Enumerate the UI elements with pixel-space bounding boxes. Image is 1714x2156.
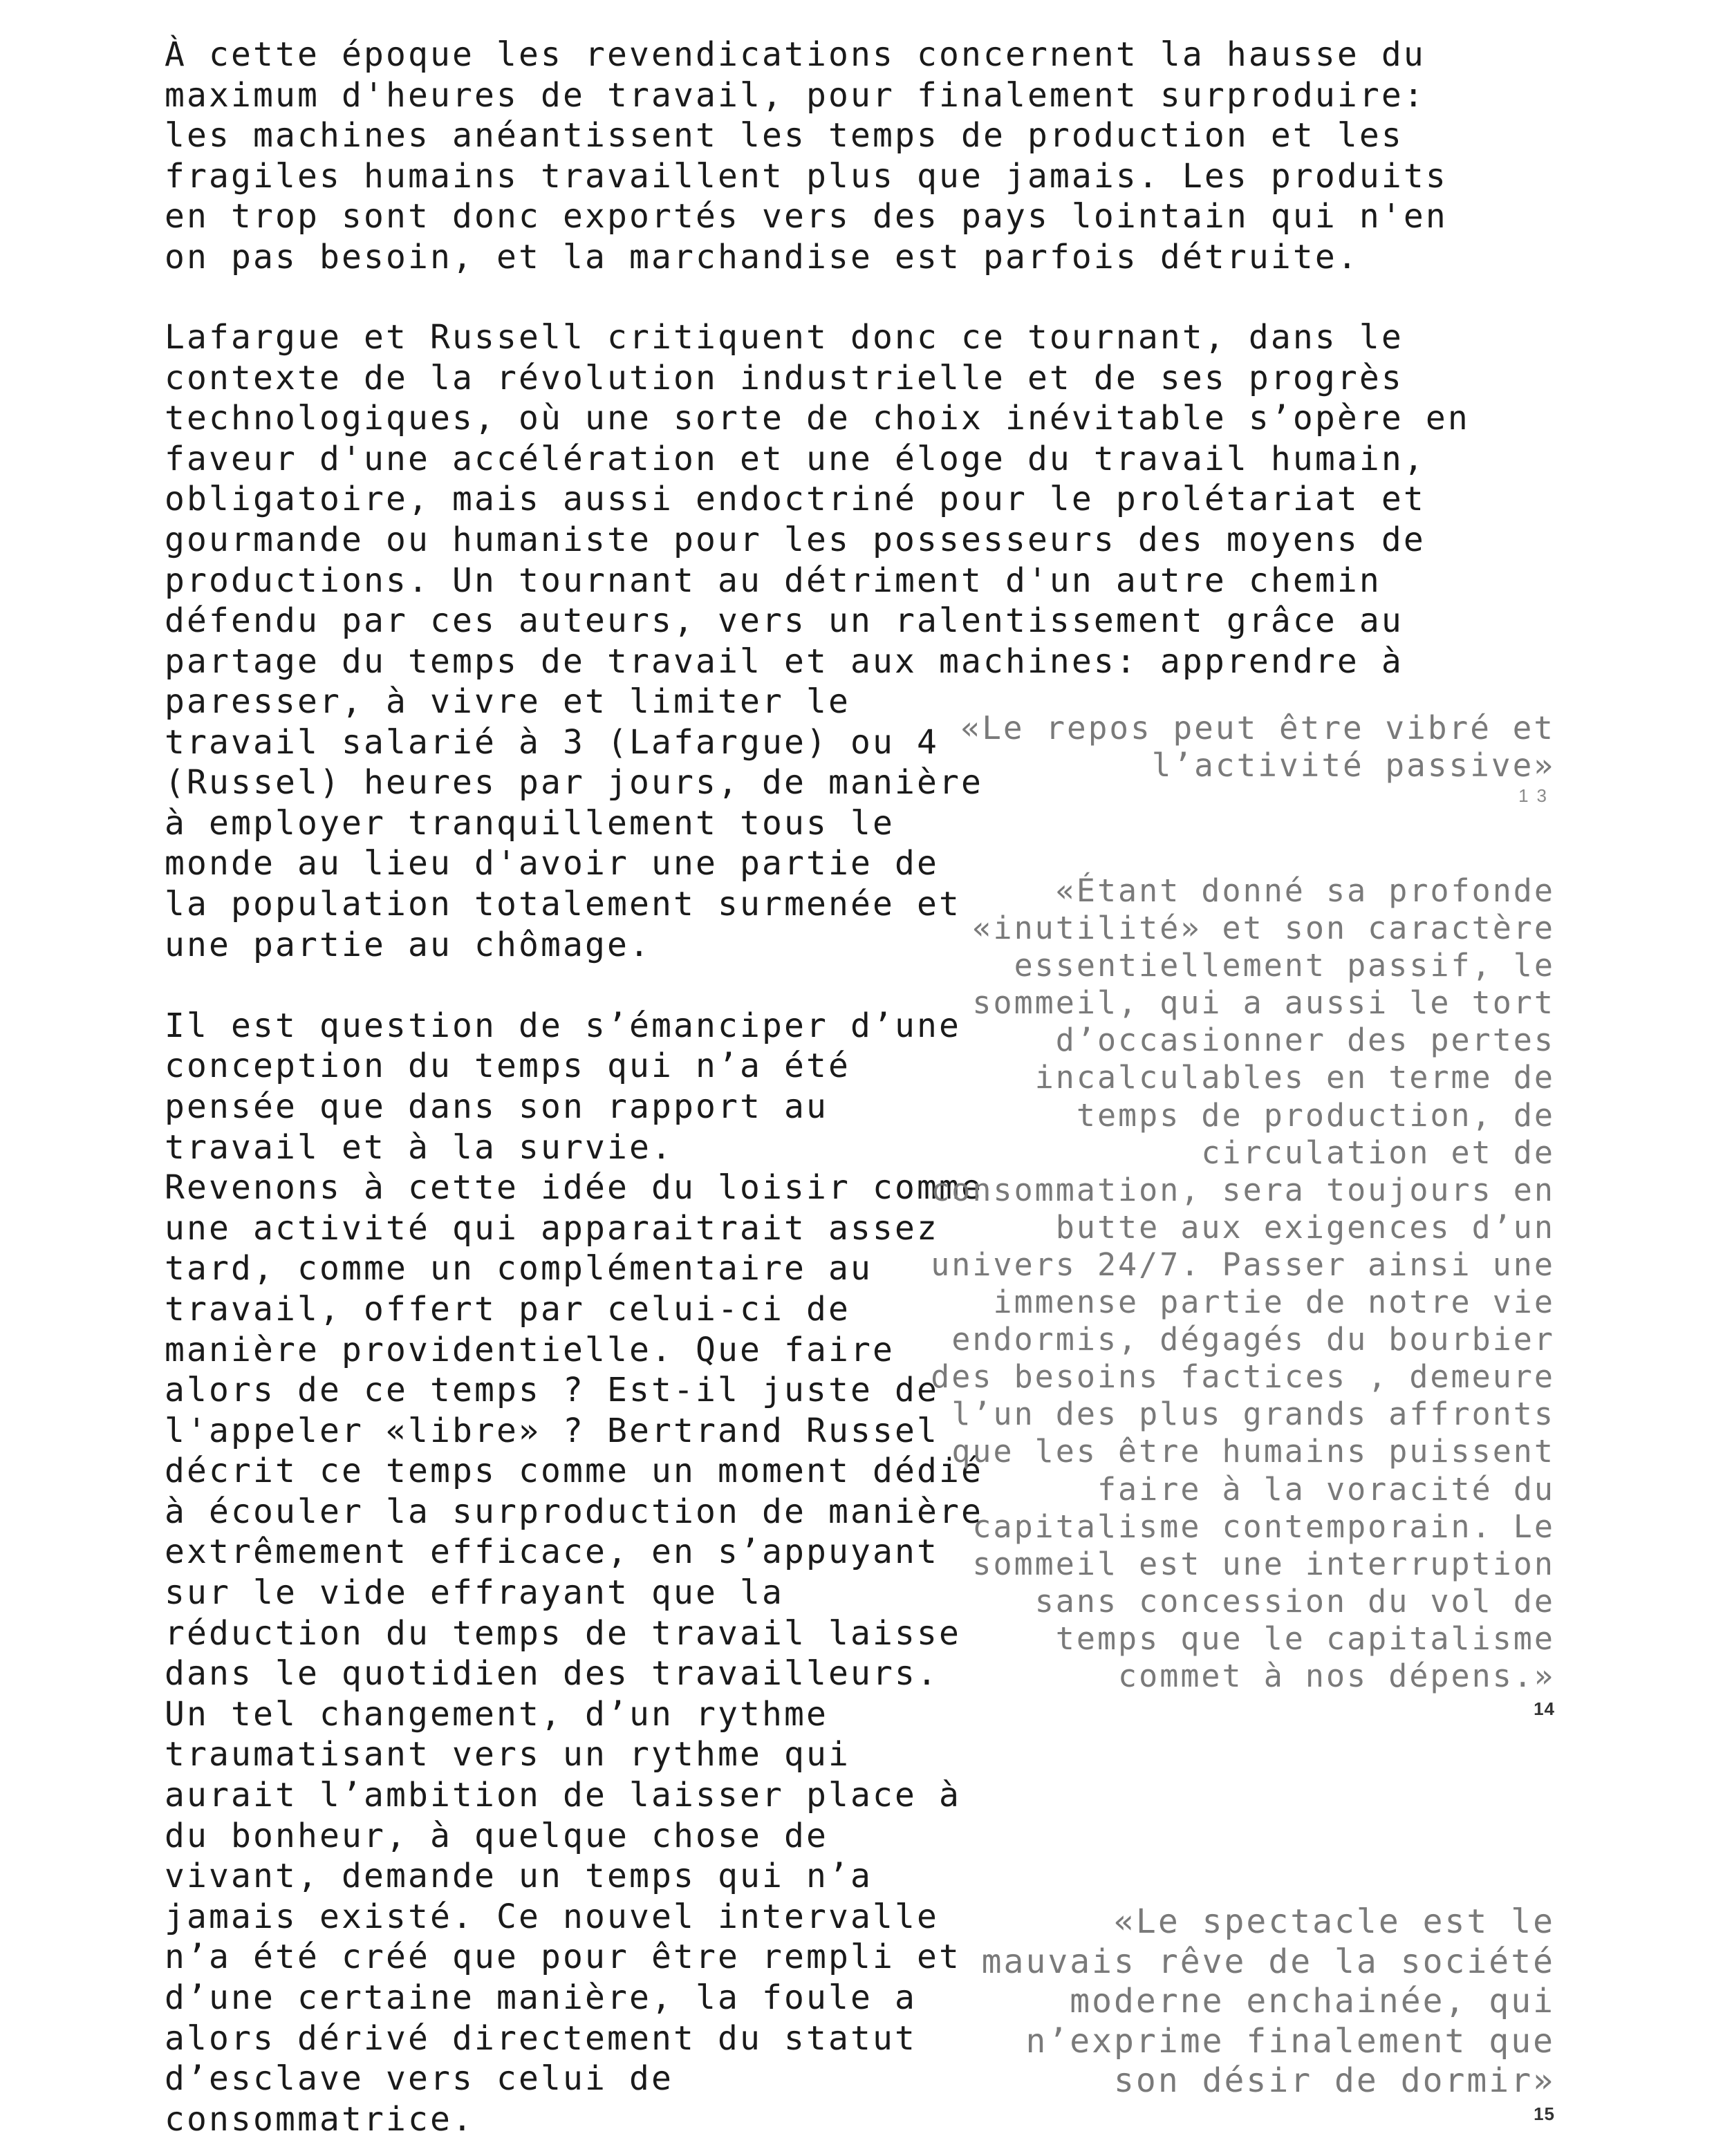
quote-line: «Le repos peut être vibré et — [960, 709, 1555, 747]
text-line: défendu par ces auteurs, vers un ralentissement grâce au — [165, 601, 1404, 641]
quote-15 — [982, 1902, 1555, 2126]
text-line: faveur d'une accélération et une éloge du travail humain, — [165, 439, 1426, 478]
left-column-text — [165, 682, 983, 2139]
text-line: travail, offert par celui-ci de — [165, 1289, 850, 1329]
footnote-number: 14 — [1534, 1698, 1555, 1720]
quote-line: «Étant donné sa profonde — [1055, 872, 1555, 909]
text-line: maximum d'heures de travail, pour finalement surproduire: — [165, 75, 1426, 115]
quote-line: sans concession du vol de — [1034, 1582, 1555, 1620]
text-line: pensée que dans son rapport au — [165, 1087, 828, 1126]
text-line: travail salarié à 3 (Lafargue) ou 4 — [165, 722, 939, 762]
text-line: Il est question de s’émanciper d’une — [165, 1006, 961, 1045]
text-line: réduction du temps de travail laisse — [165, 1613, 961, 1653]
quote-line: temps que le capitalisme — [1055, 1620, 1555, 1657]
quote-line: endormis, dégagés du bourbier — [951, 1321, 1555, 1358]
text-line: manière providentielle. Que faire — [165, 1330, 895, 1369]
text-line: conception du temps qui n’a été — [165, 1047, 850, 1086]
text-line: (Russel) heures par jours, de manière — [165, 763, 983, 803]
text-line: alors dérivé directement du statut — [165, 2018, 917, 2058]
quote-line: capitalisme contemporain. Le — [972, 1508, 1555, 1545]
quote-line: sommeil est une interruption — [972, 1545, 1555, 1582]
quote-line: «Le spectacle est le — [1114, 1902, 1555, 1941]
quote-line: «inutilité» et son caractère — [972, 910, 1555, 947]
paragraph-gap — [165, 965, 946, 1006]
quote-line: incalculables en terme de — [1034, 1059, 1555, 1096]
text-line: en trop sont donc exportés vers des pays lointain qui n'en — [165, 197, 1448, 236]
paragraph-lafargue-russell — [165, 317, 1470, 682]
text-line: extrêmement efficace, en s’appuyant — [165, 1532, 939, 1572]
text-line: Un tel changement, d’un rythme — [165, 1694, 828, 1734]
quote-line: circulation et de — [1201, 1134, 1555, 1171]
text-line: d’une certaine manière, la foule a — [165, 1978, 917, 2017]
paragraph-overproduction — [165, 35, 1448, 278]
footnote-number: 15 — [1534, 2103, 1555, 2124]
quote-line: que les être humains puissent — [951, 1433, 1555, 1470]
text-line: n’a été créé que pour être rempli et — [165, 1938, 961, 1977]
quote-line: son désir de dormir» — [1114, 2061, 1555, 2100]
quote-line: l’un des plus grands affronts — [951, 1396, 1555, 1433]
text-line: une activité qui apparaitrait assez — [165, 1208, 939, 1248]
footnote-number: 13 — [1518, 785, 1555, 806]
quote-13 — [961, 709, 1555, 807]
quote-line: des besoins factices , demeure — [931, 1358, 1555, 1396]
text-line: paresser, à vivre et limiter le — [165, 682, 850, 721]
text-line: Lafargue et Russell critiquent donc ce tournant, dans le — [165, 318, 1404, 357]
quote-line: mauvais rêve de la société — [981, 1942, 1555, 1981]
text-line: les machines anéantissent les temps de production et les — [165, 116, 1404, 156]
text-line: alors de ce temps ? Est-il juste de — [165, 1371, 939, 1410]
quote-line: faire à la voracité du — [1097, 1470, 1555, 1508]
text-line: du bonheur, à quelque chose de — [165, 1816, 828, 1855]
text-line: Revenons à cette idée du loisir comme — [165, 1168, 983, 1208]
text-line: on pas besoin, et la marchandise est parfois détruite. — [165, 237, 1359, 276]
text-line: obligatoire, mais aussi endoctriné pour le prolétariat et — [165, 480, 1426, 519]
text-line: À cette époque les revendications concernent la hausse du — [165, 35, 1426, 74]
quote-line: commet à nos dépens.» — [1118, 1657, 1555, 1694]
text-line: contexte de la révolution industrielle et de ses progrès — [165, 358, 1404, 397]
text-line: jamais existé. Ce nouvel intervalle — [165, 1897, 939, 1936]
text-line: productions. Un tournant au détriment d'un autre chemin — [165, 561, 1381, 600]
text-line: tard, comme un complémentaire au — [165, 1249, 873, 1288]
text-line: traumatisant vers un rythme qui — [165, 1735, 850, 1774]
text-line: travail et à la survie. — [165, 1127, 673, 1167]
text-line: une partie au chômage. — [165, 925, 651, 964]
text-line: l'appeler «libre» ? Bertrand Russel — [165, 1411, 939, 1450]
text-line: fragiles humains travaillent plus que jamais. Les produits — [165, 156, 1448, 196]
quote-line: moderne enchainée, qui — [1070, 1982, 1555, 2021]
quote-line: d’occasionner des pertes — [1055, 1022, 1555, 1059]
text-line: d’esclave vers celui de — [165, 2059, 673, 2099]
quote-line: butte aux exigences d’un — [1055, 1208, 1555, 1246]
text-line: sur le vide effrayant que la — [165, 1573, 784, 1613]
text-line: la population totalement surmenée et — [165, 884, 961, 924]
text-line: technologiques, où une sorte de choix inévitable s’opère en — [165, 399, 1470, 438]
quote-line: sommeil, qui a aussi le tort — [972, 984, 1555, 1022]
text-line: aurait l’ambition de laisser place à — [165, 1776, 961, 1815]
text-line: partage du temps de travail et aux machines: apprendre à — [165, 641, 1404, 681]
text-line: vivant, demande un temps qui n’a — [165, 1857, 873, 1896]
quote-line: l’activité passive» — [1151, 747, 1555, 784]
quote-line: immense partie de notre vie — [993, 1284, 1555, 1321]
quote-line: consommation, sera toujours en — [931, 1171, 1555, 1208]
quote-line: univers 24/7. Passer ainsi une — [931, 1246, 1555, 1283]
quote-line: temps de production, de — [1076, 1096, 1555, 1134]
quote-line: n’exprime finalement que — [1025, 2021, 1555, 2061]
text-line: à écouler la surproduction de manière — [165, 1492, 983, 1531]
text-line: gourmande ou humaniste pour les possesseurs des moyens de — [165, 520, 1426, 559]
text-line: monde au lieu d'avoir une partie de — [165, 844, 939, 883]
text-line: décrit ce temps comme un moment dédié — [165, 1452, 983, 1491]
quote-14 — [931, 872, 1555, 1723]
quote-line: essentiellement passif, le — [1014, 947, 1555, 984]
text-line: à employer tranquillement tous le — [165, 803, 895, 843]
text-line: consommatrice. — [165, 2099, 474, 2139]
text-line: dans le quotidien des travailleurs. — [165, 1654, 939, 1694]
